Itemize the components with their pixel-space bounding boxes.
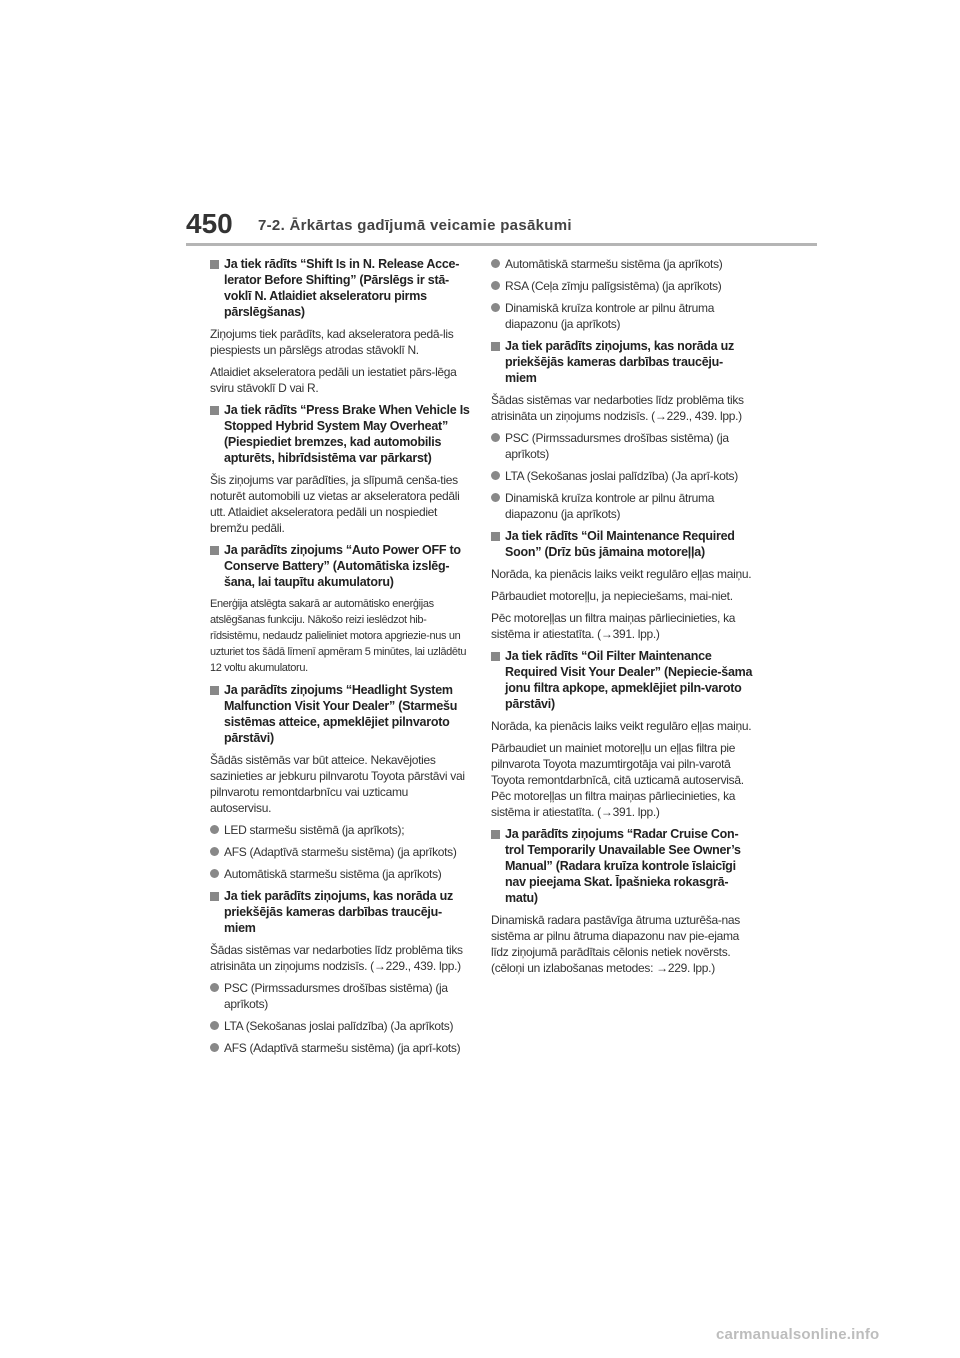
square-bullet-icon — [491, 342, 500, 351]
paragraph: Dinamiskā radara pastāvīga ātruma uzturēša-nas sistēma ar pilnu ātruma diapazonu nav pie-ejama līdz ziņojumā parādītais cēlonis netiek novērsts. (cēloņi un izlabošanas metodes: →229. lpp.) — [491, 913, 740, 975]
heading-text: Ja tiek rādīts “Press Brake When Vehicle Is Stopped Hybrid System May Overheat” (Piespiediet bremzes, kad automobilis apturēts, hibrīdsistēma var pārkarst) — [224, 403, 470, 465]
circle-bullet-icon — [210, 1021, 219, 1030]
circle-bullet-icon — [491, 303, 500, 312]
heading-text: Ja tiek parādīts ziņojums, kas norāda uz priekšējās kameras darbības traucēju-miem — [224, 889, 453, 935]
circle-bullet-icon — [210, 869, 219, 878]
heading-text: Ja tiek parādīts ziņojums, kas norāda uz priekšējās kameras darbības traucēju-miem — [505, 339, 734, 385]
circle-bullet-icon — [210, 983, 219, 992]
paragraph: Šādās sistēmās var būt atteice. Nekavējoties sazinieties ar jebkuru pilnvarotu Toyota pārstāvi vai pilnvarotu remontdarbnīcu vai uzticamu autoservisu. — [210, 753, 465, 815]
paragraph: Šādas sistēmas var nedarboties līdz problēma tiks atrisināta un ziņojums nodzisīs. (→229., 439. lpp.) — [491, 393, 744, 423]
section-heading — [491, 648, 753, 712]
section-title: 7-2. Ārkārtas gadījumā veicamie pasākumi — [258, 217, 572, 234]
heading-text: Ja parādīts ziņojums “Radar Cruise Con-trol Temporarily Unavailable See Owner’s Manual” (Radara kruīza kontrole īslaicīgi nav pieejama Skat. Īpašnieka rokasgrā-matu) — [505, 827, 741, 905]
bullet-text: LTA (Sekošanas joslai palīdzība) (Ja aprī-kots) — [505, 469, 738, 483]
bullet-text: Automātiskā starmešu sistēma (ja aprīkots) — [505, 257, 723, 271]
bullet-item — [210, 822, 472, 838]
paragraph: Pēc motoreļļas un filtra maiņas pārliecinieties, ka sistēma ir atiestatīta. (→391. lpp.) — [491, 611, 736, 641]
bullet-item — [210, 980, 472, 1012]
bullet-text: Dinamiskā kruīza kontrole ar pilnu ātruma diapazonu (ja aprīkots) — [505, 301, 715, 331]
paragraph: Norāda, ka pienācis laiks veikt regulāro eļļas maiņu. — [491, 719, 752, 733]
bullet-text: LED starmešu sistēmā (ja aprīkots); — [224, 823, 405, 837]
section-heading — [491, 826, 753, 906]
square-bullet-icon — [491, 532, 500, 541]
bullet-text: LTA (Sekošanas joslai palīdzība) (Ja aprīkots) — [224, 1019, 454, 1033]
heading-text: Ja tiek rādīts “Shift Is in N. Release Acce-lerator Before Shifting” (Pārslēgs ir stā-voklī N. Atlaidiet akseleratoru pirms pārslēgšanas) — [224, 257, 460, 319]
bullet-item — [491, 468, 753, 484]
watermark-text[interactable]: carmanualsonline.info — [716, 1326, 880, 1343]
heading-text: Ja tiek rādīts “Oil Filter Maintenance Required Visit Your Dealer” (Nepiecie-šama jonu filtra apkope, apmeklējiet piln-varoto pārstāvi) — [505, 649, 753, 711]
paragraph: Enerģija atslēgta sakarā ar automātisko enerģijas atslēgšanas funkciju. Nākošo reizi ieslēdzot hib-rīdsistēmu, nedaudz palieliniet motora apgriezie-nus un uzturiet tos šādā līmenī apmēram 5 minūtes, lai uzlādētu 12 voltu akumulatoru. — [210, 598, 467, 674]
bullet-item — [210, 1018, 472, 1034]
bullet-item — [491, 430, 753, 462]
section-heading — [210, 256, 472, 320]
circle-bullet-icon — [491, 471, 500, 480]
bullet-item — [210, 866, 472, 882]
circle-bullet-icon — [491, 259, 500, 268]
paragraph: Šis ziņojums var parādīties, ja slīpumā cenša-ties noturēt automobili uz vietas ar akseleratora pedāli utt. Atlaidiet akseleratora pedāli un nospiediet bremžu pedāli. — [210, 473, 460, 535]
bullet-item — [210, 1040, 472, 1056]
section-heading — [210, 542, 472, 590]
bullet-item — [491, 278, 753, 294]
square-bullet-icon — [210, 892, 219, 901]
page-number: 450 — [186, 208, 233, 239]
paragraph: Šādas sistēmas var nedarboties līdz problēma tiks atrisināta un ziņojums nodzisīs. (→229., 439. lpp.) — [210, 943, 463, 973]
heading-text: Ja parādīts ziņojums “Auto Power OFF to Conserve Battery” (Automātiska izslēg-šana, lai taupītu akumulatoru) — [224, 543, 461, 589]
paragraph: Pārbaudiet motoreļļu, ja nepieciešams, mai-niet. — [491, 589, 733, 603]
bullet-text: Dinamiskā kruīza kontrole ar pilnu ātruma diapazonu (ja aprīkots) — [505, 491, 715, 521]
square-bullet-icon — [210, 546, 219, 555]
bullet-text: PSC (Pirmssadursmes drošības sistēma) (ja aprīkots) — [505, 431, 729, 461]
paragraph: Ziņojums tiek parādīts, kad akseleratora pedā-lis piespiests un pārslēgs atrodas stāvoklī N. — [210, 327, 454, 357]
right-column — [491, 256, 753, 982]
square-bullet-icon — [210, 406, 219, 415]
circle-bullet-icon — [491, 493, 500, 502]
heading-text: Ja tiek rādīts “Oil Maintenance Required Soon” (Drīz būs jāmaina motoreļļa) — [505, 529, 735, 559]
square-bullet-icon — [491, 830, 500, 839]
section-heading — [210, 402, 472, 466]
circle-bullet-icon — [210, 825, 219, 834]
square-bullet-icon — [491, 652, 500, 661]
square-bullet-icon — [210, 686, 219, 695]
paragraph: Pārbaudiet un mainiet motoreļļu un eļļas filtra pie pilnvarota Toyota mazumtirgotāja vai piln-varotā Toyota remontdarbnīcā, citā uzticamā autoservisā. Pēc motoreļļas un filtra maiņas pārliecinieties, ka sistēma ir atiestatīta. (→391. lpp.) — [491, 741, 744, 819]
bullet-text: AFS (Adaptīvā starmešu sistēma) (ja aprī-kots) — [224, 1041, 461, 1055]
bullet-item — [491, 490, 753, 522]
circle-bullet-icon — [210, 1043, 219, 1052]
square-bullet-icon — [210, 260, 219, 269]
bullet-text: RSA (Ceļa zīmju palīgsistēma) (ja aprīkots) — [505, 279, 722, 293]
heading-text: Ja parādīts ziņojums “Headlight System Malfunction Visit Your Dealer” (Starmešu sistēmas atteice, apmeklējiet pilnvaroto pārstāvi) — [224, 683, 458, 745]
circle-bullet-icon — [491, 433, 500, 442]
page-header — [0, 0, 960, 250]
bullet-item — [210, 844, 472, 860]
section-heading — [491, 528, 753, 560]
bullet-text: Automātiskā starmešu sistēma (ja aprīkots) — [224, 867, 442, 881]
circle-bullet-icon — [210, 847, 219, 856]
section-heading — [210, 682, 472, 746]
paragraph: Atlaidiet akseleratora pedāli un iestatiet pārs-lēga sviru stāvoklī D vai R. — [210, 365, 457, 395]
left-column — [210, 256, 472, 1062]
bullet-text: AFS (Adaptīvā starmešu sistēma) (ja aprīkots) — [224, 845, 457, 859]
bullet-item — [491, 300, 753, 332]
header-divider — [186, 243, 817, 246]
circle-bullet-icon — [491, 281, 500, 290]
section-heading — [210, 888, 472, 936]
bullet-text: PSC (Pirmssadursmes drošības sistēma) (ja aprīkots) — [224, 981, 448, 1011]
paragraph: Norāda, ka pienācis laiks veikt regulāro eļļas maiņu. — [491, 567, 752, 581]
bullet-item — [491, 256, 753, 272]
section-heading — [491, 338, 753, 386]
